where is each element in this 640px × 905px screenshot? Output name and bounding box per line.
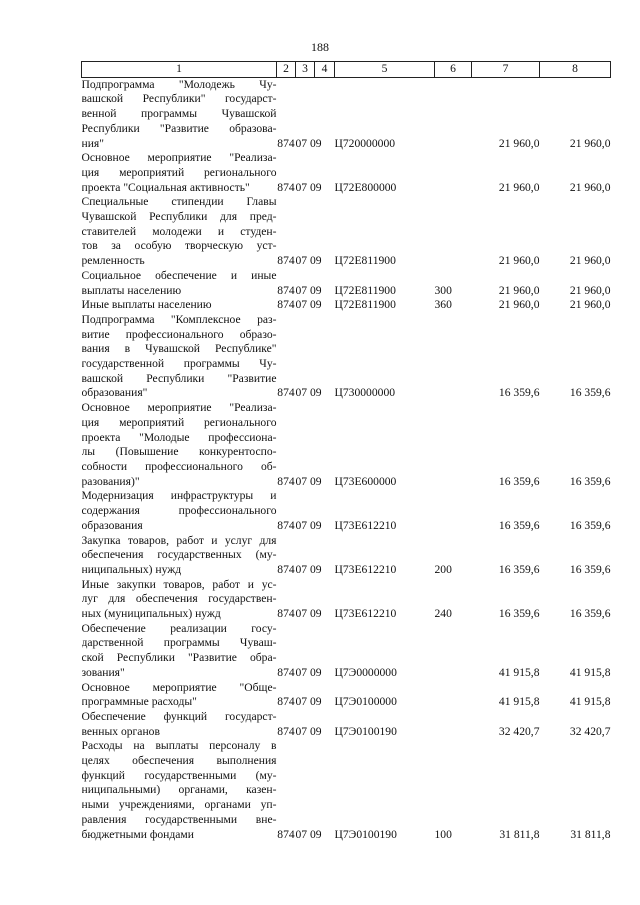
- row-description: [82, 489, 277, 533]
- target-article: Ц7Э0100190: [334, 724, 397, 738]
- amount-col8: 41 915,8: [569, 695, 611, 709]
- row-description: [82, 77, 277, 151]
- target-article: Ц7Э0100000: [334, 695, 397, 709]
- section-subsection: 07 09: [295, 518, 322, 532]
- section-subsection: 07 09: [295, 695, 322, 709]
- amount-col8: 31 811,8: [570, 827, 611, 841]
- description-line: обеспечения государственных (му-: [81, 548, 277, 562]
- ministry-code: 874: [277, 180, 295, 194]
- section-subsection: 07 09: [295, 254, 322, 268]
- description-line: зования": [81, 665, 125, 679]
- column-header-1: 1: [82, 62, 277, 78]
- amount-col7: 41 915,8: [498, 695, 540, 709]
- description-line: лы (Повышение конкурентоспо-: [81, 445, 277, 459]
- table-row: [82, 489, 611, 533]
- description-line: Социальное обеспечение и иные: [81, 268, 277, 282]
- description-line: выплаты населению: [81, 283, 182, 297]
- ministry-code: 874: [277, 607, 295, 621]
- description-line: образования: [81, 518, 143, 532]
- row-description: [82, 710, 277, 739]
- section-subsection: 07 09: [295, 562, 322, 576]
- target-article: Ц7Э0100190: [334, 827, 397, 841]
- table-row: [82, 269, 611, 298]
- expense-type: [435, 622, 472, 681]
- target-article: Ц7Э0000000: [334, 665, 397, 679]
- ministry-code: 874: [277, 136, 295, 150]
- expense-type: 300: [434, 283, 452, 297]
- description-line: ция мероприятий регионального: [81, 415, 277, 429]
- ministry-code: 874: [277, 283, 295, 297]
- amount-col7: 16 359,6: [498, 474, 540, 488]
- target-article: Ц730000000: [334, 386, 396, 400]
- amount-col7: 21 960,0: [498, 136, 540, 150]
- description-line: ремленность: [81, 254, 145, 268]
- description-line: дарственной программы Чуваш-: [81, 636, 277, 650]
- expense-type: [435, 489, 472, 533]
- table-body: [82, 77, 611, 842]
- table-row: [82, 739, 611, 842]
- table-row: [82, 401, 611, 489]
- budget-table: [81, 61, 611, 842]
- description-line: собности профессионального об-: [81, 459, 277, 473]
- ministry-code: 874: [277, 298, 295, 312]
- row-description: [82, 269, 277, 298]
- section-subsection: 07 09: [295, 665, 322, 679]
- target-article: Ц720000000: [334, 136, 396, 150]
- section-subsection: 07 09: [295, 386, 322, 400]
- ministry-code: 874: [277, 665, 295, 679]
- expense-type: [435, 710, 472, 739]
- column-header-7: 7: [472, 62, 540, 78]
- description-line: вания в Чувашской Республике": [81, 342, 277, 356]
- table-row: [82, 151, 611, 195]
- column-header-5: 5: [335, 62, 435, 78]
- table-header: [82, 62, 611, 78]
- description-line: Обеспечение функций государст-: [81, 709, 277, 723]
- description-line: Модернизация инфраструктуры и: [81, 489, 277, 503]
- expense-type: [435, 681, 472, 710]
- section-subsection: 07 09: [295, 136, 322, 150]
- description-line: содержания профессионального: [81, 504, 277, 518]
- amount-col8: 21 960,0: [569, 298, 611, 312]
- target-article: Ц72Е800000: [334, 180, 397, 194]
- description-line: луг для обеспечения государствен-: [81, 592, 277, 606]
- expense-type: 240: [434, 607, 452, 621]
- target-article: Ц73Е612210: [334, 562, 397, 576]
- amount-col7: 16 359,6: [498, 607, 540, 621]
- ministry-code: 874: [277, 724, 295, 738]
- amount-col8: 16 359,6: [569, 607, 611, 621]
- row-description: [82, 401, 277, 489]
- ministry-code: 874: [277, 518, 295, 532]
- row-description: [82, 681, 277, 710]
- target-article: Ц72Е811900: [334, 254, 396, 268]
- amount-col8: 16 359,6: [569, 386, 611, 400]
- amount-col7: 16 359,6: [498, 562, 540, 576]
- amount-col8: 21 960,0: [569, 254, 611, 268]
- expense-type: [435, 151, 472, 195]
- expense-type: [435, 313, 472, 401]
- ministry-code: 874: [277, 827, 295, 841]
- expense-type: 360: [434, 298, 452, 312]
- description-line: ниципальными) органами, казен-: [81, 783, 277, 797]
- ministry-code: 874: [277, 695, 295, 709]
- amount-col8: 16 359,6: [569, 562, 611, 576]
- description-line: функций государственными (му-: [81, 768, 277, 782]
- amount-col8: 16 359,6: [569, 518, 611, 532]
- row-description: [82, 313, 277, 401]
- expense-type: [435, 77, 472, 151]
- amount-col7: 21 960,0: [498, 254, 540, 268]
- description-line: ской Республики "Развитие обра-: [81, 651, 277, 665]
- amount-col7: 41 915,8: [498, 665, 540, 679]
- table-row: [82, 622, 611, 681]
- column-header-4: 4: [315, 62, 335, 78]
- expense-type: 200: [434, 562, 452, 576]
- ministry-code: 874: [277, 474, 295, 488]
- description-line: Основное мероприятие "Обще-: [81, 680, 277, 694]
- target-article: Ц73Е600000: [334, 474, 397, 488]
- column-header-8: 8: [540, 62, 611, 78]
- target-article: Ц72Е811900: [334, 283, 396, 297]
- table-row: [82, 298, 611, 313]
- table-row: [82, 534, 611, 578]
- amount-col8: 41 915,8: [569, 665, 611, 679]
- header-row: [82, 62, 611, 78]
- description-line: вашской Республики" государст-: [81, 92, 277, 106]
- description-line: проекта "Молодые профессиона-: [81, 430, 277, 444]
- table-row: [82, 681, 611, 710]
- amount-col7: 21 960,0: [498, 298, 540, 312]
- description-line: Подпрограмма "Комплексное раз-: [81, 312, 277, 326]
- description-line: венных органов: [81, 724, 160, 738]
- target-article: Ц73Е612210: [334, 518, 397, 532]
- description-line: государственной программы Чу-: [81, 357, 277, 371]
- description-line: тов за особую творческую уст-: [81, 239, 277, 253]
- column-header-2: 2: [277, 62, 296, 78]
- description-line: Основное мероприятие "Реализа-: [81, 151, 277, 165]
- amount-col7: 21 960,0: [498, 283, 540, 297]
- row-description: [82, 298, 277, 313]
- table-row: [82, 578, 611, 622]
- description-line: Иные закупки товаров, работ и ус-: [81, 577, 277, 591]
- section-subsection: 07 09: [295, 724, 322, 738]
- section-subsection: 07 09: [295, 474, 322, 488]
- row-description: [82, 151, 277, 195]
- amount-col7: 21 960,0: [498, 180, 540, 194]
- description-line: Специальные стипендии Главы: [81, 195, 277, 209]
- description-line: Подпрограмма "Молодежь Чу-: [81, 77, 277, 91]
- amount-col8: 16 359,6: [569, 474, 611, 488]
- description-line: проекта "Социальная активность": [81, 180, 250, 194]
- description-line: Расходы на выплаты персоналу в: [81, 739, 277, 753]
- target-article: Ц72Е811900: [334, 298, 396, 312]
- section-subsection: 07 09: [295, 298, 322, 312]
- expense-type: [435, 195, 472, 269]
- amount-col8: 21 960,0: [569, 136, 611, 150]
- description-line: равления государственными вне-: [81, 812, 277, 826]
- row-description: [82, 534, 277, 578]
- description-line: бюджетными фондами: [81, 827, 194, 841]
- table-row: [82, 313, 611, 401]
- row-description: [82, 195, 277, 269]
- description-line: Закупка товаров, работ и услуг для: [81, 533, 277, 547]
- section-subsection: 07 09: [295, 607, 322, 621]
- description-line: программные расходы": [81, 695, 197, 709]
- description-line: разования)": [81, 474, 140, 488]
- amount-col8: 21 960,0: [569, 283, 611, 297]
- amount-col7: 31 811,8: [499, 827, 540, 841]
- description-line: ниципальных) нужд: [81, 562, 182, 576]
- description-line: Чувашской Республики для пред-: [81, 210, 277, 224]
- row-description: [82, 739, 277, 842]
- section-subsection: 07 09: [295, 180, 322, 194]
- description-line: целях обеспечения выполнения: [81, 754, 277, 768]
- description-line: Иные выплаты населению: [81, 298, 212, 312]
- amount-col7: 16 359,6: [498, 518, 540, 532]
- table-row: [82, 710, 611, 739]
- description-line: Республики "Развитие образова-: [81, 121, 277, 135]
- amount-col7: 16 359,6: [498, 386, 540, 400]
- section-subsection: 07 09: [295, 283, 322, 297]
- description-line: ция мероприятий регионального: [81, 165, 277, 179]
- description-line: образования": [81, 386, 148, 400]
- description-line: ния": [81, 136, 104, 150]
- description-line: ных (муниципальных) нужд: [81, 607, 221, 621]
- row-description: [82, 622, 277, 681]
- ministry-code: 874: [277, 562, 295, 576]
- column-header-6: 6: [435, 62, 472, 78]
- table-row: [82, 195, 611, 269]
- amount-col8: 32 420,7: [569, 724, 611, 738]
- amount-col7: 32 420,7: [498, 724, 540, 738]
- description-line: венной программы Чувашской: [81, 107, 277, 121]
- description-line: вашской Республики "Развитие: [81, 371, 277, 385]
- description-line: Обеспечение реализации госу-: [81, 621, 277, 635]
- column-header-3: 3: [296, 62, 315, 78]
- target-article: Ц73Е612210: [334, 607, 397, 621]
- amount-col8: 21 960,0: [569, 180, 611, 194]
- description-line: Основное мероприятие "Реализа-: [81, 401, 277, 415]
- expense-type: [435, 401, 472, 489]
- section-subsection: 07 09: [295, 827, 322, 841]
- table-row: [82, 77, 611, 151]
- description-line: ставителей молодежи и студен-: [81, 224, 277, 238]
- ministry-code: 874: [277, 254, 295, 268]
- row-description: [82, 578, 277, 622]
- description-line: ными учреждениями, органами уп-: [81, 798, 277, 812]
- ministry-code: 874: [277, 386, 295, 400]
- page-number: 188: [311, 40, 329, 54]
- expense-type: 100: [434, 827, 452, 841]
- description-line: витие профессионального образо-: [81, 327, 277, 341]
